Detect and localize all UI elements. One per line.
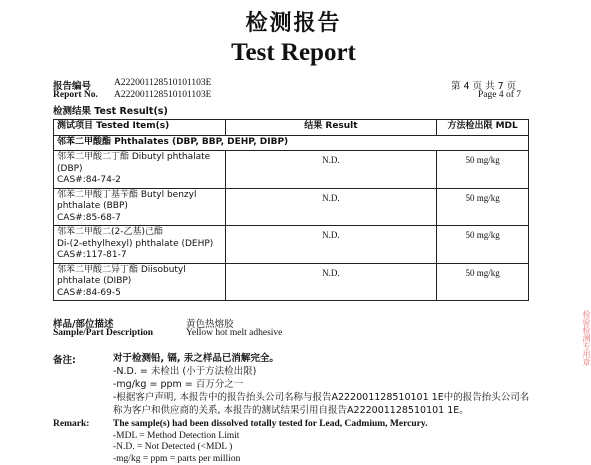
report-no-value-2: A222001128510101103E: [114, 90, 212, 100]
remark-label: Remark:: [53, 419, 90, 429]
group-phthalates: 邻苯二甲酸酯 Phthalates (DBP, BBP, DEHP, DIBP): [54, 136, 529, 151]
sample-label-en: Sample/Part Description: [53, 328, 154, 338]
notes-cn-block: [113, 352, 529, 417]
results-table: [53, 119, 529, 301]
remark-line: -MDL = Method Detection Limit: [113, 430, 240, 441]
remark-en-block: [113, 419, 427, 465]
row-result: N.D.: [225, 226, 437, 264]
notes-line: -mg/kg = ppm = 百万分之一: [113, 379, 244, 390]
report-no-label-en: Report No.: [53, 90, 98, 100]
table-row: [54, 151, 529, 189]
results-label: 检测结果 Test Result(s): [53, 106, 168, 117]
row-result: N.D.: [225, 188, 437, 226]
notes-line: 对于检测铅, 镉, 汞之样品已消解完全。: [113, 353, 279, 364]
table-group-row: [54, 136, 529, 151]
row-mdl: 50 mg/kg: [437, 226, 529, 264]
row-item: 邻苯二甲酸二(2-乙基)己酯 Di-(2-ethylhexyl) phthalate (DEHP) CAS#:117-81-7: [54, 226, 226, 264]
remark-line: -mg/kg = ppm = parts per million: [113, 453, 241, 464]
report-no-label-cn: 报告编号: [53, 81, 92, 92]
row-result: N.D.: [225, 151, 437, 189]
page-number-en: Page 4 of 7: [478, 90, 522, 100]
row-result: N.D.: [225, 263, 437, 301]
notes-line: -根据客户声明, 本报告中的报告抬头公司名称与报告A222001128510101 1E中的报告抬头公司名: [113, 392, 530, 403]
table-header-row: [54, 120, 529, 136]
title-english: Test Report: [231, 39, 356, 66]
notes-line: 称为客户和供应商的关系, 本报告的测试结果引用自报告A222001128510101 1E。: [113, 405, 469, 416]
header-mdl: 方法检出限 MDL: [437, 120, 529, 136]
row-mdl: 50 mg/kg: [437, 151, 529, 189]
remark-line: -N.D. = Not Detected (<MDL ): [113, 442, 233, 452]
red-stamp: 检验检测专用章: [582, 310, 591, 366]
header-tested-item: 测试项目 Tested Item(s): [54, 120, 226, 136]
page-number-cn: 第 4 页 共 7 页: [451, 81, 517, 92]
sample-value-en: Yellow hot melt adhesive: [186, 328, 283, 338]
row-item: 邻苯二甲酸二丁酯 Dibutyl phthalate (DBP) CAS#:84-74-2: [54, 151, 226, 189]
sample-label-cn: 样品/部位描述: [53, 319, 114, 330]
sample-value-cn: 黄色热熔胶: [186, 319, 234, 330]
title-chinese: 检测报告: [245, 11, 342, 36]
table-row: [54, 263, 529, 301]
notes-line: -N.D. = 未检出 (小于方法检出限): [113, 366, 257, 377]
table-row: [54, 188, 529, 226]
report-no-value-1: A222001128510101103E: [114, 78, 212, 88]
header-result: 结果 Result: [225, 120, 437, 136]
table-row: [54, 226, 529, 264]
row-mdl: 50 mg/kg: [437, 188, 529, 226]
notes-label: 备注:: [53, 355, 76, 366]
remark-line: The sample(s) had been dissolved totally tested for Lead, Cadmium, Mercury.: [113, 419, 428, 429]
row-item: 邻苯二甲酸二异丁酯 Diisobutyl phthalate (DIBP) CAS#:84-69-5: [54, 263, 226, 301]
row-mdl: 50 mg/kg: [437, 263, 529, 301]
row-item: 邻苯二甲酸丁基苄酯 Butyl benzyl phthalate (BBP) CAS#:85-68-7: [54, 188, 226, 226]
